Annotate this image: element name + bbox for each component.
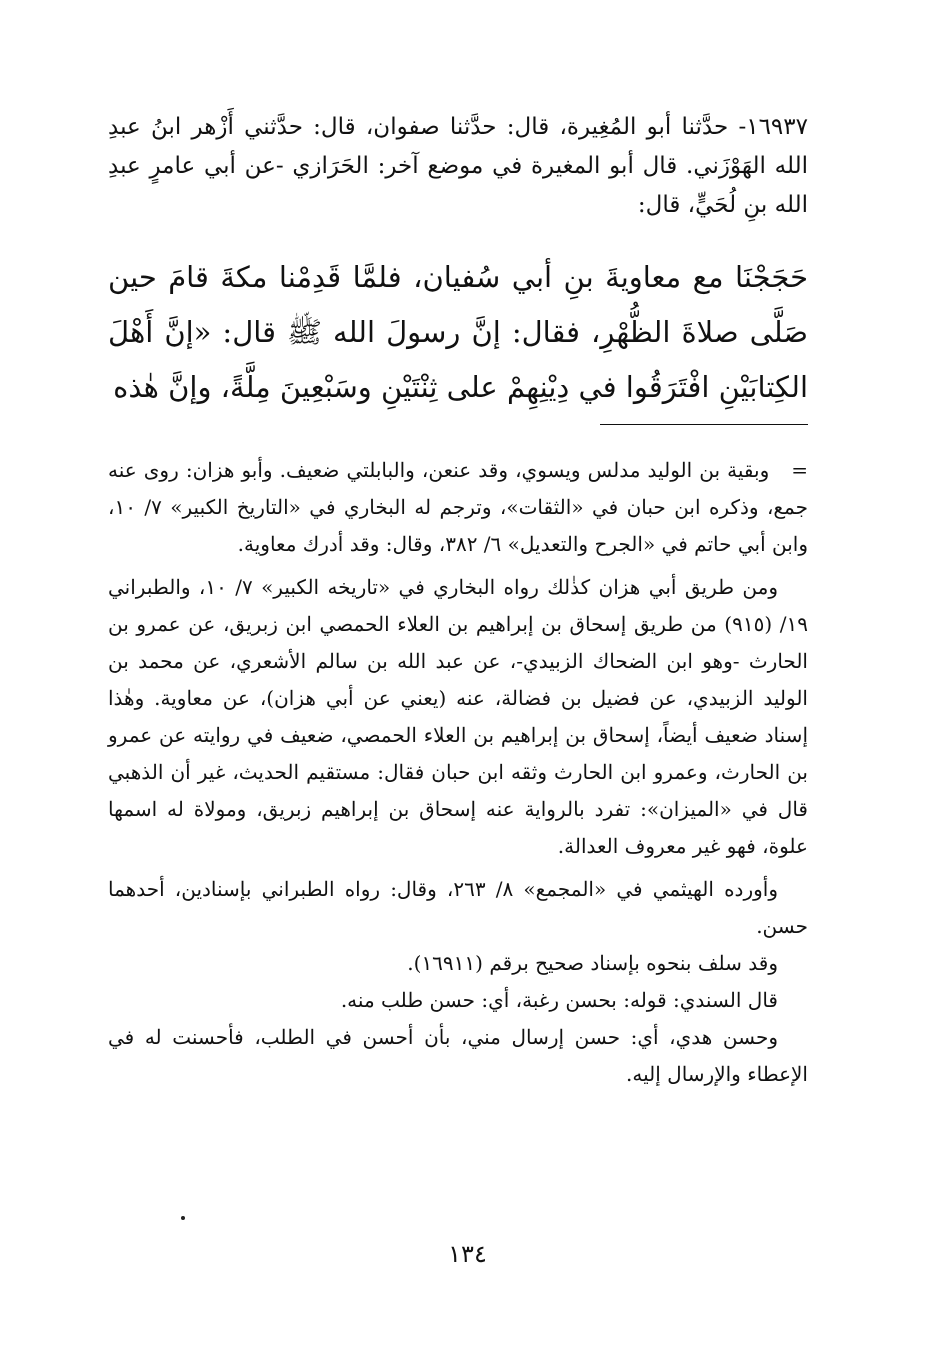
footnote-paragraph: وقد سلف بنحوه بإسناد صحيح برقم (١٦٩١١). [407, 951, 778, 975]
footnote-divider [600, 424, 808, 425]
footnote-paragraph [108, 452, 808, 563]
footnote-paragraph: وأورده الهيثمي في «المجمع» ٨/ ٢٦٣، وقال: رواه الطبراني بإسنادين، أحدهما حسن. [108, 877, 808, 938]
ink-speck [181, 1216, 185, 1220]
hadith-matn: حَجَجْنَا مع معاويةَ بنِ أبي سُفيان، فلمَّا قَدِمْنا مكةَ قامَ حين صَلَّى صلاةَ الظُّهْرِ، فقال: إنَّ رسولَ الله ﷺ قال: «إنَّ أَهْلَ الكِتابَيْنِ افْتَرَقُوا في دِيْنِهِمْ على ثِنْتَيْنِ وسَبْعِينَ مِلَّةً، وإنَّ هٰذه [108, 260, 808, 404]
footnote-paragraph: قال السندي: قوله: بحسن رغبة، أي: حسن طلب منه. [340, 988, 778, 1012]
footnote-text: وبقية بن الوليد مدلس ويسوي، وقد عنعن، والبابلتي ضعيف. وأبو هزان: روى عنه جمع، وذكره ابن حبان في «الثقات»، وترجم له البخاري في «التاريخ الكبير» ٧/ ١٠، وابن أبي حاتم في «الجرح والتعديل» ٦/ ٣٨٢، وقال: وقد أدرك معاوية. [108, 458, 808, 556]
footnote-paragraph: وحسن هدي، أي: حسن إرسال مني، بأن أحسن في الطلب، فأحسنت له في الإعطاء والإرسال إليه. [108, 1025, 808, 1086]
continuation-mark: = [791, 458, 808, 482]
page-number: ١٣٤ [448, 1240, 487, 1268]
footnote-paragraph: ومن طريق أبي هزان كذٰلك رواه البخاري في «تاريخه الكبير» ٧/ ١٠، والطبراني ١٩/ (٩١٥) من طريق إسحاق بن إبراهيم بن العلاء الحمصي ابن زبريق، عن عمرو بن الحارث -وهو ابن الضحاك الزبيدي-، عن عبد الله بن سالم الأشعري، عن محمد بن الوليد الزبيدي، عن فضيل بن فضالة، عنه (يعني عن أبي هزان)، عن معاوية. وهٰذا إسناد ضعيف أيضاً، إسحاق بن إبراهيم بن العلاء الحمصي، ضعيف في روايته عن عمرو بن الحارث، وعمرو ابن الحارث وثقه ابن حبان فقال: مستقيم الحديث، غير أن الذهبي قال في «الميزان»: تفرد بالرواية عنه إسحاق بن إبراهيم زبريق، ومولاة له اسمها علوة، فهو غير معروف العدالة. [108, 575, 808, 858]
hadith-isnad: ١٦٩٣٧- حدَّثنا أبو المُغِيرة، قال: حدَّثنا صفوان، قال: حدَّثني أَزْهر ابنُ عبدِ الله الهَوْزَني. قال أبو المغيرة في موضع آخر: الحَرَازي -عن أبي عامرٍ عبدِ الله بنِ لُحَيٍّ، قال: [108, 114, 808, 218]
footnotes-section [108, 452, 808, 1093]
